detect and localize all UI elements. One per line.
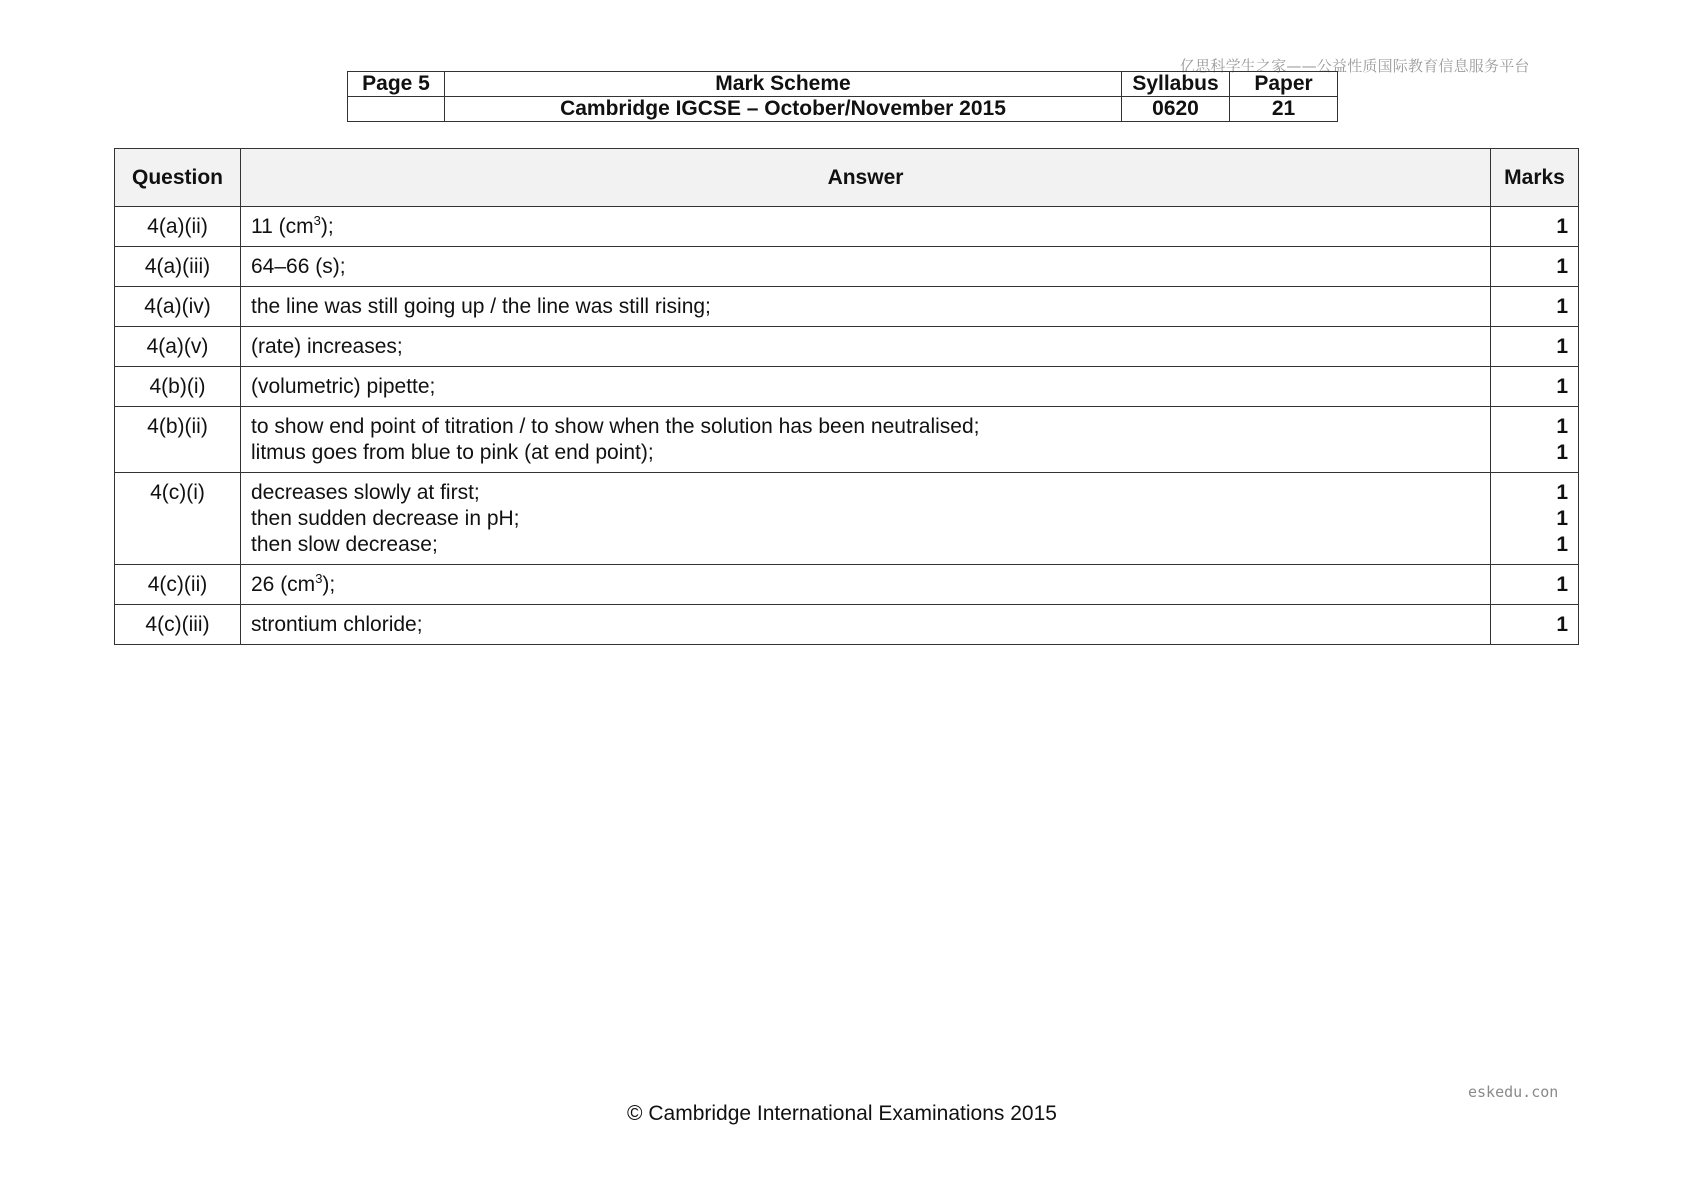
answer-text: to show end point of titration / to show when the solution has been neutralised; xyxy=(251,415,980,438)
copyright-footer: © Cambridge International Examinations 2015 xyxy=(627,1102,1057,1125)
answer-text: (volumetric) pipette; xyxy=(251,375,436,398)
marks-cell xyxy=(1491,287,1579,327)
mark-scheme-header xyxy=(347,71,1338,122)
table-row xyxy=(115,287,1579,327)
question-cell: 4(a)(iv) xyxy=(115,287,241,327)
answer-text: strontium chloride; xyxy=(251,613,423,636)
answer-text: (rate) increases; xyxy=(251,335,403,358)
answer-line xyxy=(251,572,1480,598)
answer-text: then slow decrease; xyxy=(251,533,438,556)
mark-value: 1 xyxy=(1556,507,1568,530)
mark-value: 1 xyxy=(1556,375,1568,398)
mark-value: 1 xyxy=(1556,255,1568,278)
marks-cell xyxy=(1491,407,1579,473)
answer-text: then sudden decrease in pH; xyxy=(251,507,520,530)
marks-cell xyxy=(1491,605,1579,645)
answer-cell xyxy=(241,247,1491,287)
mark-value: 1 xyxy=(1556,573,1568,596)
answer-line xyxy=(251,480,1480,506)
answer-cell xyxy=(241,287,1491,327)
answer-line xyxy=(251,334,1480,360)
table-row xyxy=(115,473,1579,565)
table-row xyxy=(115,327,1579,367)
answer-cell xyxy=(241,207,1491,247)
syllabus-label: Syllabus xyxy=(1122,72,1230,97)
answer-line xyxy=(251,414,1480,440)
answer-text: decreases slowly at first; xyxy=(251,481,480,504)
answer-cell xyxy=(241,473,1491,565)
answer-cell xyxy=(241,367,1491,407)
marks-cell xyxy=(1491,207,1579,247)
answer-line xyxy=(251,374,1480,400)
column-header-marks: Marks xyxy=(1491,149,1579,207)
mark-value: 1 xyxy=(1556,613,1568,636)
paper-label: Paper xyxy=(1230,72,1338,97)
answer-line xyxy=(251,440,1480,466)
column-header-question: Question xyxy=(115,149,241,207)
mark-value: 1 xyxy=(1556,533,1568,556)
answer-cell xyxy=(241,327,1491,367)
mark-value: 1 xyxy=(1556,295,1568,318)
answer-text: litmus goes from blue to pink (at end point); xyxy=(251,441,654,464)
table-row xyxy=(115,407,1579,473)
syllabus-value: 0620 xyxy=(1122,97,1230,122)
watermark-top: 亿思科学生之家——公益性质国际教育信息服务平台 xyxy=(1180,57,1530,75)
answer-line xyxy=(251,532,1480,558)
answer-line xyxy=(251,612,1480,638)
table-row xyxy=(115,367,1579,407)
mark-value: 1 xyxy=(1556,415,1568,438)
marks-cell xyxy=(1491,367,1579,407)
answer-text: 26 (cm xyxy=(251,573,316,596)
answer-cell xyxy=(241,605,1491,645)
column-header-answer: Answer xyxy=(241,149,1491,207)
question-cell: 4(b)(ii) xyxy=(115,407,241,473)
answer-cell xyxy=(241,565,1491,605)
page-number: Page 5 xyxy=(348,72,445,97)
marks-cell xyxy=(1491,565,1579,605)
answer-table xyxy=(114,148,1579,645)
table-row xyxy=(115,207,1579,247)
header-subtitle: Cambridge IGCSE – October/November 2015 xyxy=(445,97,1122,122)
answer-text-suffix: ); xyxy=(322,573,336,596)
answer-text: 64–66 (s); xyxy=(251,255,346,278)
mark-value: 1 xyxy=(1556,335,1568,358)
question-cell: 4(a)(v) xyxy=(115,327,241,367)
question-cell: 4(a)(ii) xyxy=(115,207,241,247)
question-cell: 4(a)(iii) xyxy=(115,247,241,287)
table-row xyxy=(115,247,1579,287)
answer-text: the line was still going up / the line was still rising; xyxy=(251,295,711,318)
unit-superscript: 3 xyxy=(315,571,323,586)
question-cell: 4(c)(iii) xyxy=(115,605,241,645)
table-row xyxy=(115,605,1579,645)
mark-value: 1 xyxy=(1556,481,1568,504)
answer-text-suffix: ); xyxy=(320,215,334,238)
answer-line xyxy=(251,506,1480,532)
answer-text: 11 (cm xyxy=(251,215,314,238)
table-header-row xyxy=(115,149,1579,207)
question-cell: 4(c)(ii) xyxy=(115,565,241,605)
mark-value: 1 xyxy=(1556,215,1568,238)
answer-line xyxy=(251,214,1480,240)
answer-cell xyxy=(241,407,1491,473)
watermark-bottom: eskedu.con xyxy=(1468,1083,1559,1101)
answer-line xyxy=(251,294,1480,320)
header-empty-cell xyxy=(348,97,445,122)
answer-line xyxy=(251,254,1480,280)
marks-cell xyxy=(1491,247,1579,287)
question-cell: 4(b)(i) xyxy=(115,367,241,407)
table-body xyxy=(115,207,1579,645)
marks-cell xyxy=(1491,473,1579,565)
header-title: Mark Scheme xyxy=(445,72,1122,97)
unit-superscript: 3 xyxy=(313,213,321,228)
marks-cell xyxy=(1491,327,1579,367)
paper-value: 21 xyxy=(1230,97,1338,122)
question-cell: 4(c)(i) xyxy=(115,473,241,565)
table-row xyxy=(115,565,1579,605)
mark-value: 1 xyxy=(1556,441,1568,464)
